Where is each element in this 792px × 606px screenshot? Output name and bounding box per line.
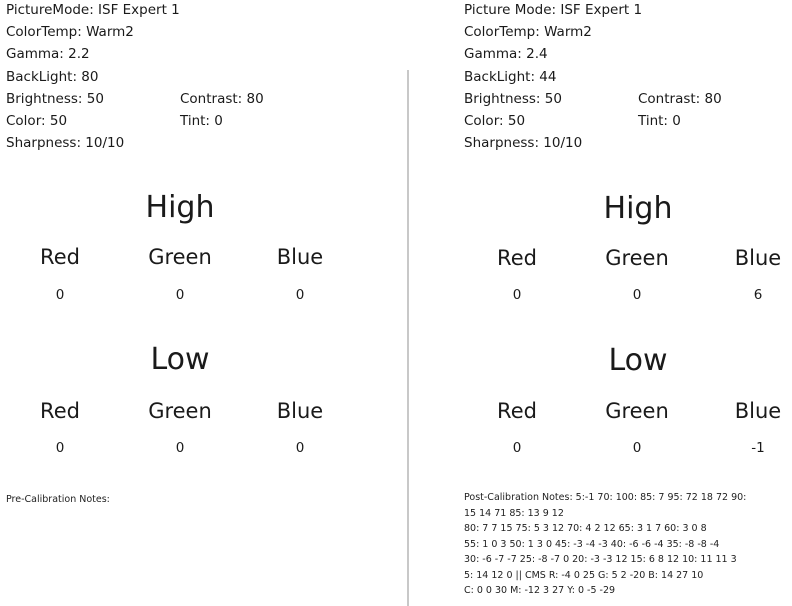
high-red-value: 0 [512,287,522,303]
backlight: BackLight: 80 [6,69,99,85]
notes-line: 5: 14 12 0 || CMS R: -4 0 25 G: 5 2 -20 B: 14 27 10 [464,569,704,581]
brightness: Brightness: 50 [464,91,562,107]
low-heading: Low [150,342,210,377]
tint: Tint: 0 [180,113,223,129]
high-heading: High [603,191,673,226]
low-green-value: 0 [175,440,185,456]
post-calibration-notes [464,490,746,599]
low-green-label: Green [605,399,669,423]
low-red-value: 0 [55,440,65,456]
high-blue-value: 6 [753,287,763,303]
low-red-value: 0 [512,440,522,456]
notes-line: 15 14 71 85: 13 9 12 [464,507,564,519]
low-blue-value: -1 [751,440,765,456]
high-red-label: Red [497,246,537,270]
picture-mode: Picture Mode: ISF Expert 1 [464,2,643,18]
brightness: Brightness: 50 [6,91,104,107]
color: Color: 50 [464,113,526,129]
low-blue-label: Blue [734,399,782,423]
left-panel [0,0,392,606]
contrast: Contrast: 80 [638,91,722,107]
color-temp: ColorTemp: Warm2 [464,24,592,40]
high-red-label: Red [40,245,80,269]
low-blue-label: Blue [276,399,324,423]
high-blue-label: Blue [734,246,782,270]
high-blue-value: 0 [295,287,305,303]
pre-calibration-notes [6,492,110,508]
picture-mode: PictureMode: ISF Expert 1 [6,2,180,18]
low-red-label: Red [40,399,80,423]
low-heading: Low [608,343,668,378]
tint: Tint: 0 [638,113,681,129]
color-temp: ColorTemp: Warm2 [6,24,134,40]
color: Color: 50 [6,113,68,129]
high-green-value: 0 [632,287,642,303]
high-red-value: 0 [55,287,65,303]
low-blue-value: 0 [295,440,305,456]
right-panel [458,0,792,606]
notes-line: 80: 7 7 15 75: 5 3 12 70: 4 2 12 65: 3 1 7 60: 3 0 8 [464,523,707,534]
high-green-label: Green [148,245,212,269]
low-green-label: Green [148,399,212,423]
high-blue-label: Blue [276,245,324,269]
sharpness: Sharpness: 10/10 [464,135,583,151]
notes-line: Pre-Calibration Notes: [6,494,110,505]
gamma: Gamma: 2.2 [6,46,90,62]
low-green-value: 0 [632,440,642,456]
notes-line: 30: -6 -7 -7 25: -8 -7 0 20: -3 -3 12 15: 6 8 12 10: 11 11 3 [464,554,737,565]
notes-line: 55: 1 0 3 50: 1 3 0 45: -3 -4 -3 40: -6 -6 -4 35: -8 -8 -4 [464,538,720,550]
sharpness: Sharpness: 10/10 [6,135,125,151]
notes-line: C: 0 0 30 M: -12 3 27 Y: 0 -5 -29 [464,585,616,596]
high-green-value: 0 [175,287,185,303]
backlight: BackLight: 44 [464,69,557,85]
high-heading: High [145,190,215,225]
column-divider [407,70,409,606]
high-green-label: Green [605,246,669,270]
gamma: Gamma: 2.4 [464,46,548,62]
low-red-label: Red [497,399,537,423]
contrast: Contrast: 80 [180,91,264,107]
notes-line: Post-Calibration Notes: 5:-1 70: 100: 85: 7 95: 72 18 72 90: [464,492,747,503]
